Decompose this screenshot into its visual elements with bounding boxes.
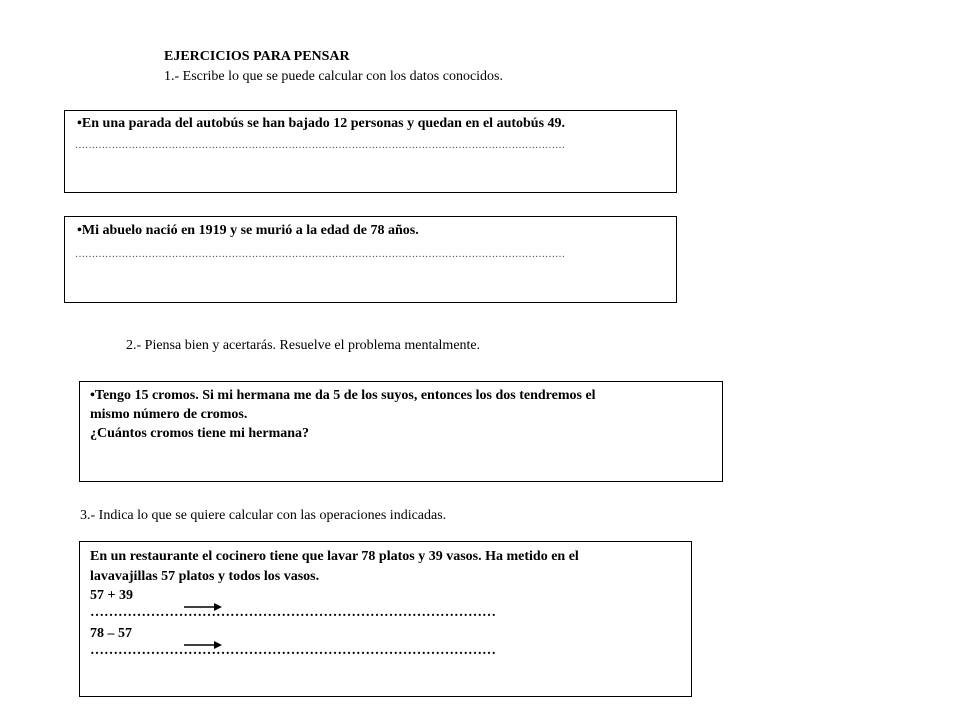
instruction-2: 2.- Piensa bien y acertarás. Resuelve el problema mentalmente. <box>126 338 481 353</box>
exercise-box-bus <box>64 110 677 193</box>
question-bus <box>77 115 565 133</box>
question-cromos-text-2: mismo número de cromos. <box>90 407 248 422</box>
bullet-icon: • <box>90 388 95 403</box>
question-grandfather-text: Mi abuelo nació en 1919 y se murió a la edad de 78 años. <box>81 223 419 238</box>
operation-difference: 78 – 57 <box>90 626 132 641</box>
question-cromos-line1 <box>90 387 596 405</box>
bullet-icon: • <box>77 223 82 238</box>
instruction-1: 1.- Escribe lo que se puede calcular con los datos conocidos. <box>164 69 504 84</box>
instruction-3: 3.- Indica lo que se quiere calcular con las operaciones indicadas. <box>80 508 447 523</box>
question-grandfather <box>77 222 419 240</box>
answer-line-grandfather[interactable]: ………………………………………………………………………………………………………………………………… <box>75 250 565 260</box>
exercise-box-grandfather <box>64 216 677 303</box>
question-bus-text: En una parada del autobús se han bajado 12 personas y quedan en el autobús 49. <box>81 116 566 131</box>
question-cromos-question: ¿Cuántos cromos tiene mi hermana? <box>90 426 310 441</box>
answer-line-sum[interactable]: …………………………………………………………………………… <box>90 605 496 620</box>
problem-restaurant-text-2: lavavajillas 57 platos y todos los vasos. <box>90 569 320 584</box>
page-title: EJERCICIOS PARA PENSAR <box>164 49 350 64</box>
exercise-box-cromos <box>79 381 723 482</box>
operation-sum: 57 + 39 <box>90 588 133 603</box>
bullet-icon: • <box>77 116 82 131</box>
answer-line-bus[interactable]: ………………………………………………………………………………………………………………………………… <box>75 141 565 151</box>
exercise-box-restaurant <box>79 541 692 697</box>
question-cromos-text-1: Tengo 15 cromos. Si mi hermana me da 5 de los suyos, entonces los dos tendremos el <box>94 388 596 403</box>
answer-line-difference[interactable]: …………………………………………………………………………… <box>90 643 496 658</box>
problem-restaurant-text-1: En un restaurante el cocinero tiene que lavar 78 platos y 39 vasos. Ha metido en el <box>90 549 579 564</box>
